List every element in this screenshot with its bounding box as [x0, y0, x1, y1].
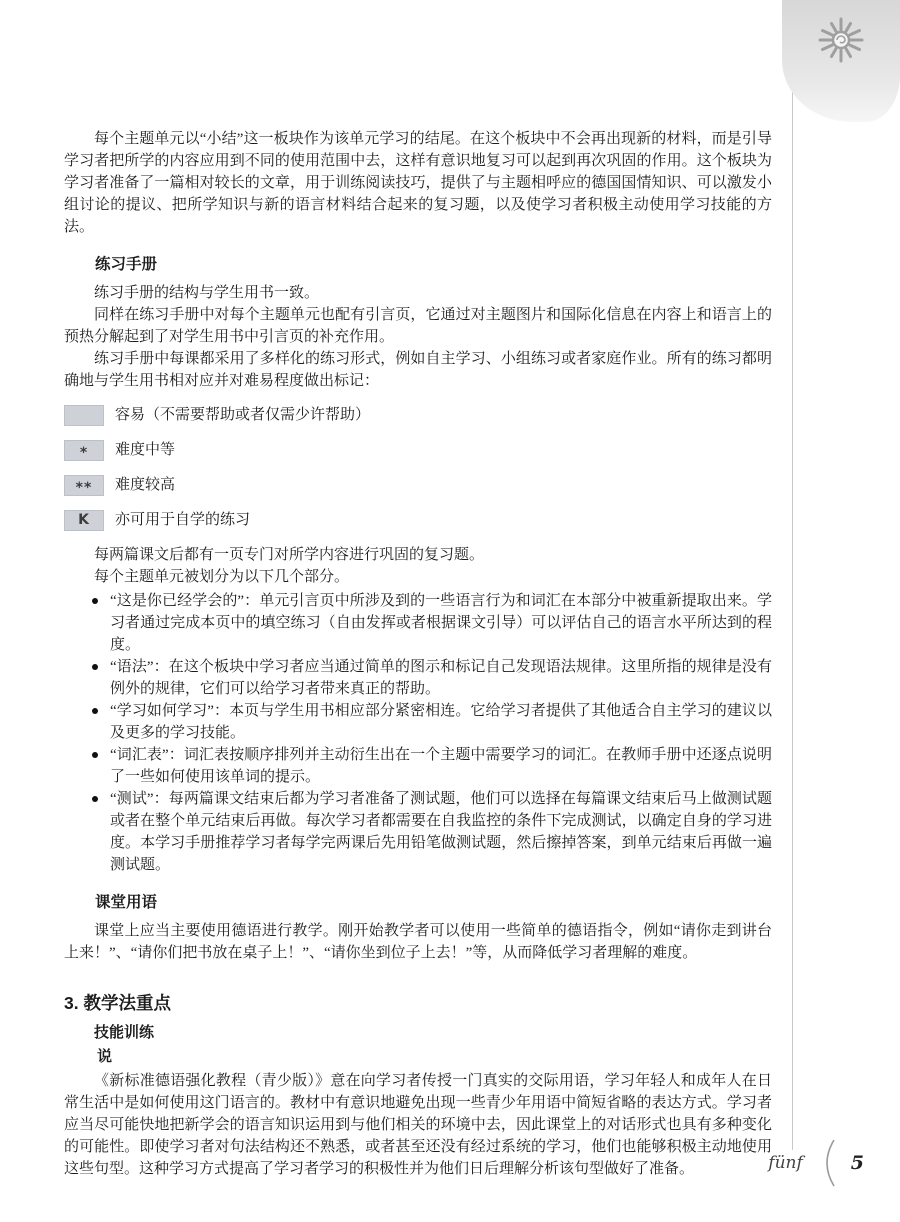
skills-training-heading: 技能训练	[94, 1025, 155, 1041]
bullet-icon	[92, 708, 98, 714]
list-item	[64, 700, 772, 744]
classroom-paragraph: 课堂上应当主要使用德语进行教学。刚开始教学者可以使用一些简单的德语指令，例如“请你走到讲台上来！”、“请你们把书放在桌子上！”、“请你坐到位子上去！”等，从而降低学习者理解的难度。	[64, 923, 772, 961]
classroom-heading: 课堂用语	[95, 894, 158, 911]
bullet-icon	[92, 598, 98, 604]
workbook-paragraph-2: 同样在练习手册中对每个主题单元也配有引言页，它通过对主题图片和国际化信息在内容上和语言上的预热分解起到了对学生用书中引言页的补充作用。	[64, 307, 772, 345]
difficulty-box-selfstudy	[64, 510, 104, 531]
page-number: 5	[850, 1152, 864, 1174]
bullet-icon	[92, 664, 98, 670]
sun-icon	[804, 8, 878, 72]
marker-label: 亦可用于自学的练习	[115, 512, 251, 528]
unit-parts-list	[64, 590, 772, 876]
difficulty-symbol: K	[78, 512, 90, 528]
list-item-text: “学习如何学习”：本页与学生用书相应部分紧密相连。它给学习者提供了其他适合自主学习的建议以及更多的学习技能。	[110, 703, 772, 741]
difficulty-box-hard	[64, 475, 104, 496]
corner-decoration	[782, 0, 900, 122]
marker-row-hard	[64, 474, 772, 496]
list-item-text: “词汇表”：词汇表按顺序排列并主动衍生出在一个主题中需要学习的词汇。在教师手册中还逐点说明了一些如何使用该单词的提示。	[110, 747, 772, 785]
bullet-icon	[92, 796, 98, 802]
list-item-text: “这是你已经学会的”：单元引言页中所涉及到的一些语言行为和词汇在本部分中被重新提取出来。学习者通过完成本页中的填空练习（自由发挥或者根据课文引导）可以评估自己的语言水平所达到的程度。	[110, 593, 772, 653]
marker-label: 容易（不需要帮助或者仅需少许帮助）	[115, 407, 371, 423]
difficulty-box-easy	[64, 405, 104, 426]
marker-row-selfstudy	[64, 509, 772, 531]
marker-row-medium	[64, 439, 772, 461]
methodology-paragraph: 《新标准德语强化教程（青少版）》意在向学习者传授一门真实的交际用语，学习年轻人和成年人在日常生活中是如何使用这门语言的。教材中有意识地避免出现一些青少年用语中简短省略的表达方式。学习者应当尽可能快地把新学会的语言知识运用到与他们相关的环境中去，因此课堂上的对话形式也具有多种变化的可能性。即使学习者对句法结构还不熟悉，或者甚至还没有经过系统的学习，他们也能够积极主动地使用这些句型。这种学习方式提高了学习者学习的积极性并为他们日后理解分析该句型做好了准备。	[64, 1073, 772, 1177]
marker-label: 难度中等	[115, 442, 176, 458]
right-margin-rule	[792, 0, 793, 1150]
marker-label: 难度较高	[115, 477, 176, 493]
list-item	[64, 590, 772, 656]
workbook-paragraph-5: 每个主题单元被划分为以下几个部分。	[94, 569, 350, 585]
bullet-icon	[92, 752, 98, 758]
speaking-heading: 说	[97, 1049, 113, 1065]
workbook-paragraph-3: 练习手册中每课都采用了多样化的练习形式，例如自主学习、小组练习或者家庭作业。所有的练习都明确地与学生用书相对应并对难易程度做出标记：	[64, 351, 772, 389]
list-item-text: “测试”：每两篇课文结束后都为学习者准备了测试题，他们可以选择在每篇课文结束后马上做测试题或者在整个单元结束后再做。每次学习者都需要在自我监控的条件下完成测试，以确定自身的学习进度。本学习手册推荐学习者每学完两课后先用铅笔做测试题，然后擦掉答案，到单元结束后再做一遍测试题。	[110, 791, 772, 873]
workbook-paragraph-1: 练习手册的结构与学生用书一致。	[94, 285, 320, 301]
difficulty-symbol: **	[75, 480, 93, 496]
workbook-heading: 练习手册	[95, 256, 158, 273]
footer-curve-icon	[817, 1139, 837, 1187]
list-item	[64, 744, 772, 788]
footer-word: fünf	[768, 1153, 803, 1173]
list-item	[64, 788, 772, 876]
intro-paragraph: 每个主题单元以“小结”这一板块作为该单元学习的结尾。在这个板块中不会再出现新的材料，而是引导学习者把所学的内容应用到不同的使用范围中去，这样有意识地复习可以起到再次巩固的作用。这个板块为学习者准备了一篇相对较长的文章，用于训练阅读技巧，提供了与主题相呼应的德国国情知识、可以激发小组讨论的提议、把所学知识与新的语言材料结合起来的复习题，以及使学习者积极主动使用学习技能的方法。	[64, 131, 772, 235]
marker-row-easy	[64, 404, 772, 426]
difficulty-markers	[64, 404, 772, 531]
list-item-text: “语法”：在这个板块中学习者应当通过简单的图示和标记自己发现语法规律。这里所指的规律是没有例外的规律，它们可以给学习者带来真正的帮助。	[110, 659, 772, 697]
page-footer	[768, 1138, 864, 1188]
page-content	[64, 128, 772, 1180]
difficulty-symbol: *	[79, 445, 89, 461]
list-item	[64, 656, 772, 700]
section-heading-methodology: 3. 教学法重点	[64, 993, 171, 1013]
difficulty-box-medium	[64, 440, 104, 461]
workbook-paragraph-4: 每两篇课文后都有一页专门对所学内容进行巩固的复习题。	[94, 547, 485, 563]
